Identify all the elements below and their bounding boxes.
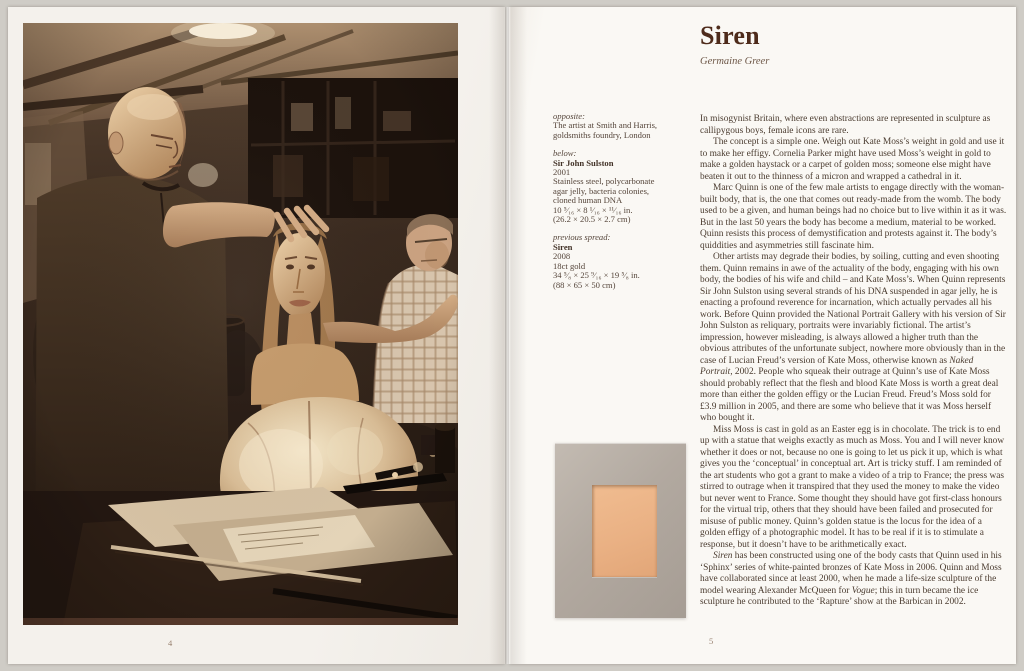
vignette [23,23,458,625]
caption-line: goldsmiths foundry, London [553,129,651,140]
caption-line: (26.2 × 20.5 × 2.7 cm) [553,214,631,225]
page-right [509,7,1016,664]
essay-paragraph: Miss Moss is cast in gold as an Easter egg is in chocolate. The trick is to end up with a statue that weighs exactly as much as Moss. You and I will never know whether it does or not, because no one is going to let us pick it up, which is what gives you the ‘conceptual’ in conceptual art. Art is tricky stuff. I am reminded of the art students who got a grant to make a video of a trip to France; the press was stirred to outrage when it transpired that they used the money to make the video but never went to France. Some thought they should have got first-class honours for the virtual trip, others that they should have been failed and prosecuted for misuse of public money. Quinn’s golden statue is the locus for the idea of a golden effigy of a photographic model. It has to be real if it is to stimulate a response, but it doesn’t have to be arithmetically exact. [700,424,1005,550]
page-number-right: 5 [709,636,714,646]
caption-block [553,149,683,224]
caption-block [553,112,683,140]
essay-paragraph: Marc Quinn is one of the few male artists to engage directly with the woman-built body, that is, the one that comes out ready-made from the womb. The body used to be a given, and human beings had no choice but to live within it as it was. But in the last 50 years the body has become a medium, material to be worked. Quinn resists this process of demystification and protests against it. The body’s quiddities and asymmetries still fascinate him. [700,183,1007,251]
foundry-photo-illustration [23,23,458,625]
essay-paragraph: Siren has been constructed using one of the body casts that Quinn used in his ‘Sphinx’ series of white-painted bronzes of Kate Moss in 2006. Quinn and Moss have collaborated since at least 2000, when he made a life-size sculpture of the model wearing Alexander McQueen for Vogue; this in turn became the ice sculpture he contributed to the ‘Rapture’ show at the Barbican in 2002. [700,551,1002,607]
sulston-artwork-image [555,443,686,618]
caption-line: 2001 [553,167,571,178]
caption-line: 18ct gold [553,260,586,271]
essay-paragraph: In misogynist Britain, where even abstractions are represented in sculpture as callipygous boys, female icons are rare. [700,114,991,136]
chapter-author: Germaine Greer [700,56,770,67]
caption-line: Stainless steel, polycarbonate [553,176,655,187]
essay-paragraph: Other artists may degrade their bodies, by soiling, cutting and even shooting them. Quinn remains in awe of the actuality of the body, engaging with his own body, the bodies of his wife and child – and Kate Moss’s. When Quinn represents Sir John Sulston using several strands of his DNA suspended in agar jelly, he is enacting a profound reverence for incarnation, which actually pervades all his work. Before Quinn provided the National Portrait Gallery with his version of Sir John Sulston as reliquary, portraits were invariably fictional. The artist’s impression, however misleading, is always allowed a higher truth than the obvious attributes of the unfortunate subject, nowhere more obviously than in the case of Lucian Freud’s version of Kate Moss, otherwise known as Naked Portrait, 2002. People who squeak their outrage at Quinn’s use of Kate Moss should probably reflect that the flesh and blood Kate Moss is worth a great deal more than either the golden effigy or the Lucian Freud. Freud’s Moss sold for £3.9 million in 2005, and there are some who believe that it was Moss herself who bought it. [700,252,1006,423]
agar-jelly-panel [592,485,657,577]
essay-paragraph: The concept is a simple one. Weigh out Kate Moss’s weight in gold and use it to make her effigy. Cornelia Parker might have used Moss’s weight in gold to make a golden haystack or a carpet of golden moss; someone else might have beaten it out to the thinness of a micron and wrapped a cathedral in it. [700,137,1005,182]
caption-line: The artist at Smith and Harris, [553,120,658,131]
chapter-title: Siren [700,21,760,50]
caption-label: previous spread: [553,232,611,243]
caption-line: 2008 [553,251,571,262]
caption-line: 34 ⁵⁄₈ × 25 ⁹⁄₁₆ × 19 ⁵⁄₈ in. [553,270,640,281]
caption-line: cloned human DNA [553,195,623,206]
caption-label: below: [553,148,577,159]
foundry-photo [23,23,458,625]
caption-block [553,233,683,289]
caption-line: 10 ⁵⁄₁₆ × 8 ¹⁄₁₆ × ¹¹⁄₁₆ in. [553,204,633,215]
caption-artwork-title: Sir John Sulston [553,157,614,168]
essay-text [700,114,1008,609]
caption-artwork-title: Siren [553,241,573,252]
page-number-left: 4 [168,638,173,648]
caption-column [553,112,683,299]
caption-line: agar jelly, bacteria colonies, [553,185,650,196]
caption-line: (88 × 65 × 50 cm) [553,279,616,290]
page-left [8,7,505,664]
caption-label: opposite: [553,111,585,121]
